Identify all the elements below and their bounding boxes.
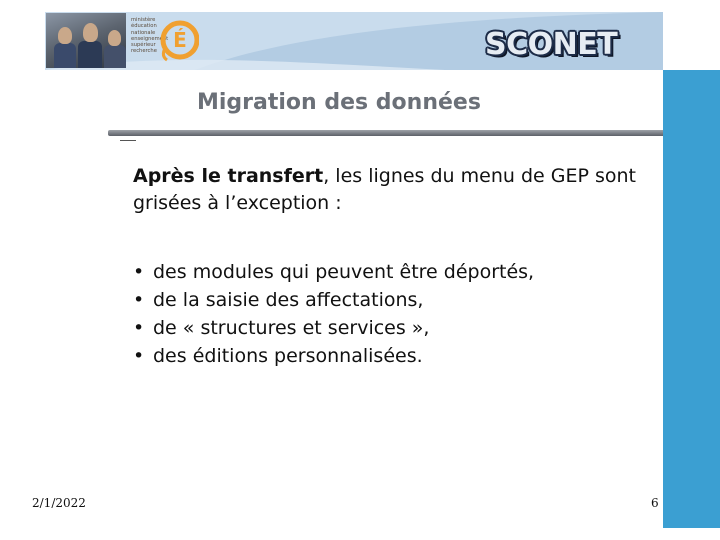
intro-rest-text: , les lignes du menu de GEP sont grisées à l’exception : <box>133 165 636 214</box>
logo-letter: É <box>173 28 187 52</box>
sconet-brand-logo: SCONET <box>485 27 618 62</box>
bullet-item <box>133 286 534 314</box>
ministry-text: ministère éducation nationale enseignement supérieur recherche <box>131 17 169 55</box>
bullet-item <box>133 258 534 286</box>
slide-title: Migration des données <box>197 90 481 115</box>
students-photo <box>46 13 126 68</box>
bullet-item <box>133 342 534 370</box>
intro-paragraph <box>133 163 653 217</box>
right-bar-top-gap <box>663 12 720 70</box>
bullet-text: des modules qui peuvent être déportés, <box>153 261 535 283</box>
bullet-text: de la saisie des affectations, <box>153 289 424 311</box>
bullet-dot: • <box>133 345 145 367</box>
bullet-item <box>133 314 534 342</box>
bullet-dot: • <box>133 317 145 339</box>
bullet-text: des éditions personnalisées. <box>153 345 423 367</box>
bullet-dot: • <box>133 289 145 311</box>
ministry-logo-icon <box>159 16 199 62</box>
slide-header-banner <box>45 12 663 70</box>
footer-page-number: 6 <box>651 496 659 510</box>
title-underline-rule <box>108 130 663 136</box>
intro-bold-text: Après le transfert <box>133 165 324 187</box>
footer-date: 2/1/2022 <box>32 496 86 510</box>
bullet-text: de « structures et services », <box>153 317 430 339</box>
right-accent-bar <box>663 70 720 528</box>
bullet-list <box>133 258 534 370</box>
rule-tick-mark <box>120 140 136 141</box>
bullet-dot: • <box>133 261 145 283</box>
